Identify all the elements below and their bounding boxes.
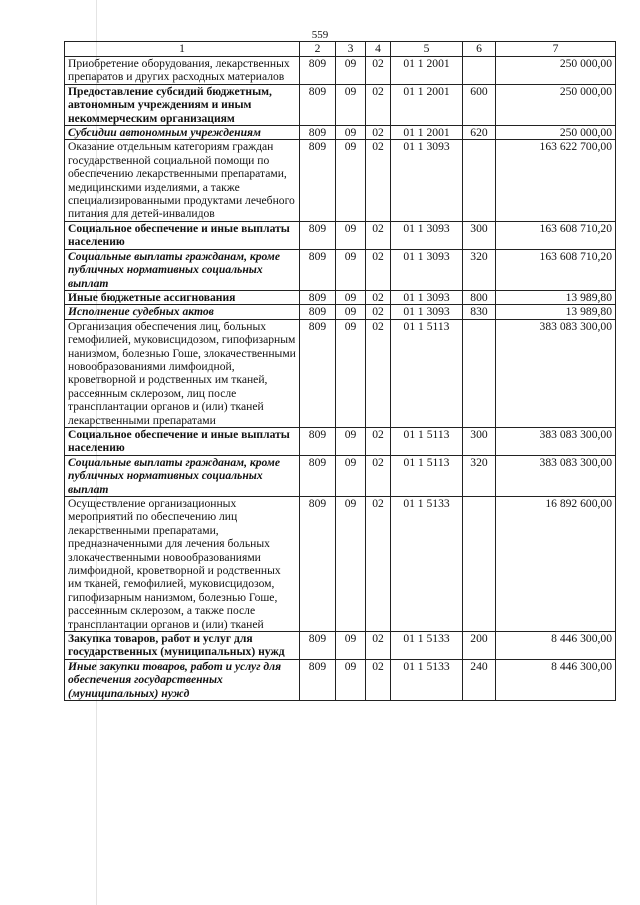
row-ministry-code: 809 — [300, 221, 336, 249]
row-section-code: 09 — [336, 84, 366, 125]
row-name: Социальное обеспечение и иные выплаты населению — [65, 427, 300, 455]
row-subsection-code: 02 — [366, 84, 391, 125]
row-amount: 163 608 710,20 — [496, 221, 616, 249]
row-subsection-code: 02 — [366, 319, 391, 427]
row-name: Социальные выплаты гражданам, кроме публичных нормативных социальных выплат — [65, 455, 300, 496]
row-ministry-code: 809 — [300, 427, 336, 455]
row-target-article: 01 1 5133 — [391, 632, 463, 660]
row-section-code: 09 — [336, 221, 366, 249]
column-header: 7 — [496, 42, 616, 57]
row-target-article: 01 1 5113 — [391, 455, 463, 496]
row-expense-type: 240 — [463, 659, 496, 700]
row-expense-type — [463, 140, 496, 221]
row-expense-type: 800 — [463, 290, 496, 304]
row-amount: 8 446 300,00 — [496, 659, 616, 700]
row-amount: 250 000,00 — [496, 57, 616, 85]
row-section-code: 09 — [336, 632, 366, 660]
row-section-code: 09 — [336, 57, 366, 85]
row-subsection-code: 02 — [366, 221, 391, 249]
row-name: Социальные выплаты гражданам, кроме публичных нормативных социальных выплат — [65, 249, 300, 290]
table-row — [65, 290, 616, 304]
row-expense-type — [463, 497, 496, 632]
row-target-article: 01 1 2001 — [391, 126, 463, 140]
column-header: 3 — [336, 42, 366, 57]
row-ministry-code: 809 — [300, 84, 336, 125]
row-ministry-code: 809 — [300, 497, 336, 632]
row-subsection-code: 02 — [366, 455, 391, 496]
row-amount: 13 989,80 — [496, 305, 616, 319]
row-subsection-code: 02 — [366, 427, 391, 455]
table-body — [65, 57, 616, 701]
table-header-row — [65, 42, 616, 57]
table-row — [65, 305, 616, 319]
row-section-code: 09 — [336, 126, 366, 140]
row-section-code: 09 — [336, 455, 366, 496]
row-ministry-code: 809 — [300, 290, 336, 304]
row-subsection-code: 02 — [366, 249, 391, 290]
row-section-code: 09 — [336, 290, 366, 304]
table-row — [65, 140, 616, 221]
row-name: Иные закупки товаров, работ и услуг для обеспечения государственных (муниципальных) нужд — [65, 659, 300, 700]
row-expense-type: 620 — [463, 126, 496, 140]
row-amount: 8 446 300,00 — [496, 632, 616, 660]
table-row — [65, 57, 616, 85]
row-expense-type: 830 — [463, 305, 496, 319]
row-target-article: 01 1 5133 — [391, 659, 463, 700]
column-header: 5 — [391, 42, 463, 57]
row-target-article: 01 1 3093 — [391, 305, 463, 319]
row-subsection-code: 02 — [366, 632, 391, 660]
row-ministry-code: 809 — [300, 57, 336, 85]
row-amount: 383 083 300,00 — [496, 319, 616, 427]
row-section-code: 09 — [336, 497, 366, 632]
row-expense-type — [463, 57, 496, 85]
row-target-article: 01 1 3093 — [391, 140, 463, 221]
column-header: 4 — [366, 42, 391, 57]
table-row — [65, 126, 616, 140]
row-amount: 13 989,80 — [496, 290, 616, 304]
row-subsection-code: 02 — [366, 497, 391, 632]
row-subsection-code: 02 — [366, 305, 391, 319]
row-section-code: 09 — [336, 305, 366, 319]
row-subsection-code: 02 — [366, 57, 391, 85]
row-ministry-code: 809 — [300, 455, 336, 496]
row-name: Иные бюджетные ассигнования — [65, 290, 300, 304]
row-ministry-code: 809 — [300, 632, 336, 660]
column-header: 2 — [300, 42, 336, 57]
row-amount: 383 083 300,00 — [496, 455, 616, 496]
table-row — [65, 427, 616, 455]
row-target-article: 01 1 5113 — [391, 427, 463, 455]
table-row — [65, 84, 616, 125]
row-expense-type: 200 — [463, 632, 496, 660]
column-header: 6 — [463, 42, 496, 57]
row-amount: 383 083 300,00 — [496, 427, 616, 455]
row-expense-type: 320 — [463, 455, 496, 496]
row-name: Оказание отдельным категориям граждан государственной социальной помощи по обеспечению лекарственными препаратами, медицинскими изделиями, а также специализированными продуктами лечебного питания для детей-инвалидов — [65, 140, 300, 221]
table-row — [65, 221, 616, 249]
table-row — [65, 497, 616, 632]
row-section-code: 09 — [336, 659, 366, 700]
table-row — [65, 455, 616, 496]
row-expense-type: 600 — [463, 84, 496, 125]
table-row — [65, 319, 616, 427]
table-row — [65, 632, 616, 660]
budget-table — [64, 41, 616, 701]
row-name: Субсидии автономным учреждениям — [65, 126, 300, 140]
row-target-article: 01 1 5133 — [391, 497, 463, 632]
row-amount: 163 622 700,00 — [496, 140, 616, 221]
row-amount: 250 000,00 — [496, 84, 616, 125]
row-target-article: 01 1 5113 — [391, 319, 463, 427]
row-subsection-code: 02 — [366, 126, 391, 140]
row-name: Социальное обеспечение и иные выплаты населению — [65, 221, 300, 249]
row-ministry-code: 809 — [300, 305, 336, 319]
row-name: Осуществление организационных мероприятий по обеспечению лиц лекарственными препаратами, предназначенными для лечения больных злокачественными новообразованиями лимфоидной, кроветворной и родственных им тканей, гемофилией, муковисцидозом, гипофизарным нанизмом, болезнью Гоше, рассеянным склерозом, а также после трансплантации органов и (или) тканей — [65, 497, 300, 632]
row-amount: 16 892 600,00 — [496, 497, 616, 632]
table-row — [65, 659, 616, 700]
row-expense-type — [463, 319, 496, 427]
row-section-code: 09 — [336, 319, 366, 427]
row-ministry-code: 809 — [300, 126, 336, 140]
row-target-article: 01 1 3093 — [391, 290, 463, 304]
row-target-article: 01 1 3093 — [391, 221, 463, 249]
row-subsection-code: 02 — [366, 659, 391, 700]
row-target-article: 01 1 3093 — [391, 249, 463, 290]
row-name: Закупка товаров, работ и услуг для государственных (муниципальных) нужд — [65, 632, 300, 660]
row-section-code: 09 — [336, 140, 366, 221]
row-amount: 163 608 710,20 — [496, 249, 616, 290]
row-amount: 250 000,00 — [496, 126, 616, 140]
row-ministry-code: 809 — [300, 140, 336, 221]
row-name: Исполнение судебных актов — [65, 305, 300, 319]
row-section-code: 09 — [336, 249, 366, 290]
row-expense-type: 300 — [463, 221, 496, 249]
table-row — [65, 249, 616, 290]
row-target-article: 01 1 2001 — [391, 84, 463, 125]
row-ministry-code: 809 — [300, 249, 336, 290]
row-expense-type: 300 — [463, 427, 496, 455]
page-number: 559 — [311, 29, 329, 41]
column-header: 1 — [65, 42, 300, 57]
row-ministry-code: 809 — [300, 659, 336, 700]
row-target-article: 01 1 2001 — [391, 57, 463, 85]
row-subsection-code: 02 — [366, 140, 391, 221]
row-expense-type: 320 — [463, 249, 496, 290]
row-ministry-code: 809 — [300, 319, 336, 427]
row-name: Организация обеспечения лиц, больных гемофилией, муковисцидозом, гипофизарным нанизмом, болезнью Гоше, злокачественными новообразованиями лимфоидной, кроветворной и родственных им тканей, рассеянным склерозом, лиц после трансплантации органов и (или) тканей лекарственными препаратами — [65, 319, 300, 427]
row-name: Предоставление субсидий бюджетным, автономным учреждениям и иным некоммерческим организациям — [65, 84, 300, 125]
row-subsection-code: 02 — [366, 290, 391, 304]
row-section-code: 09 — [336, 427, 366, 455]
row-name: Приобретение оборудования, лекарственных препаратов и других расходных материалов — [65, 57, 300, 85]
